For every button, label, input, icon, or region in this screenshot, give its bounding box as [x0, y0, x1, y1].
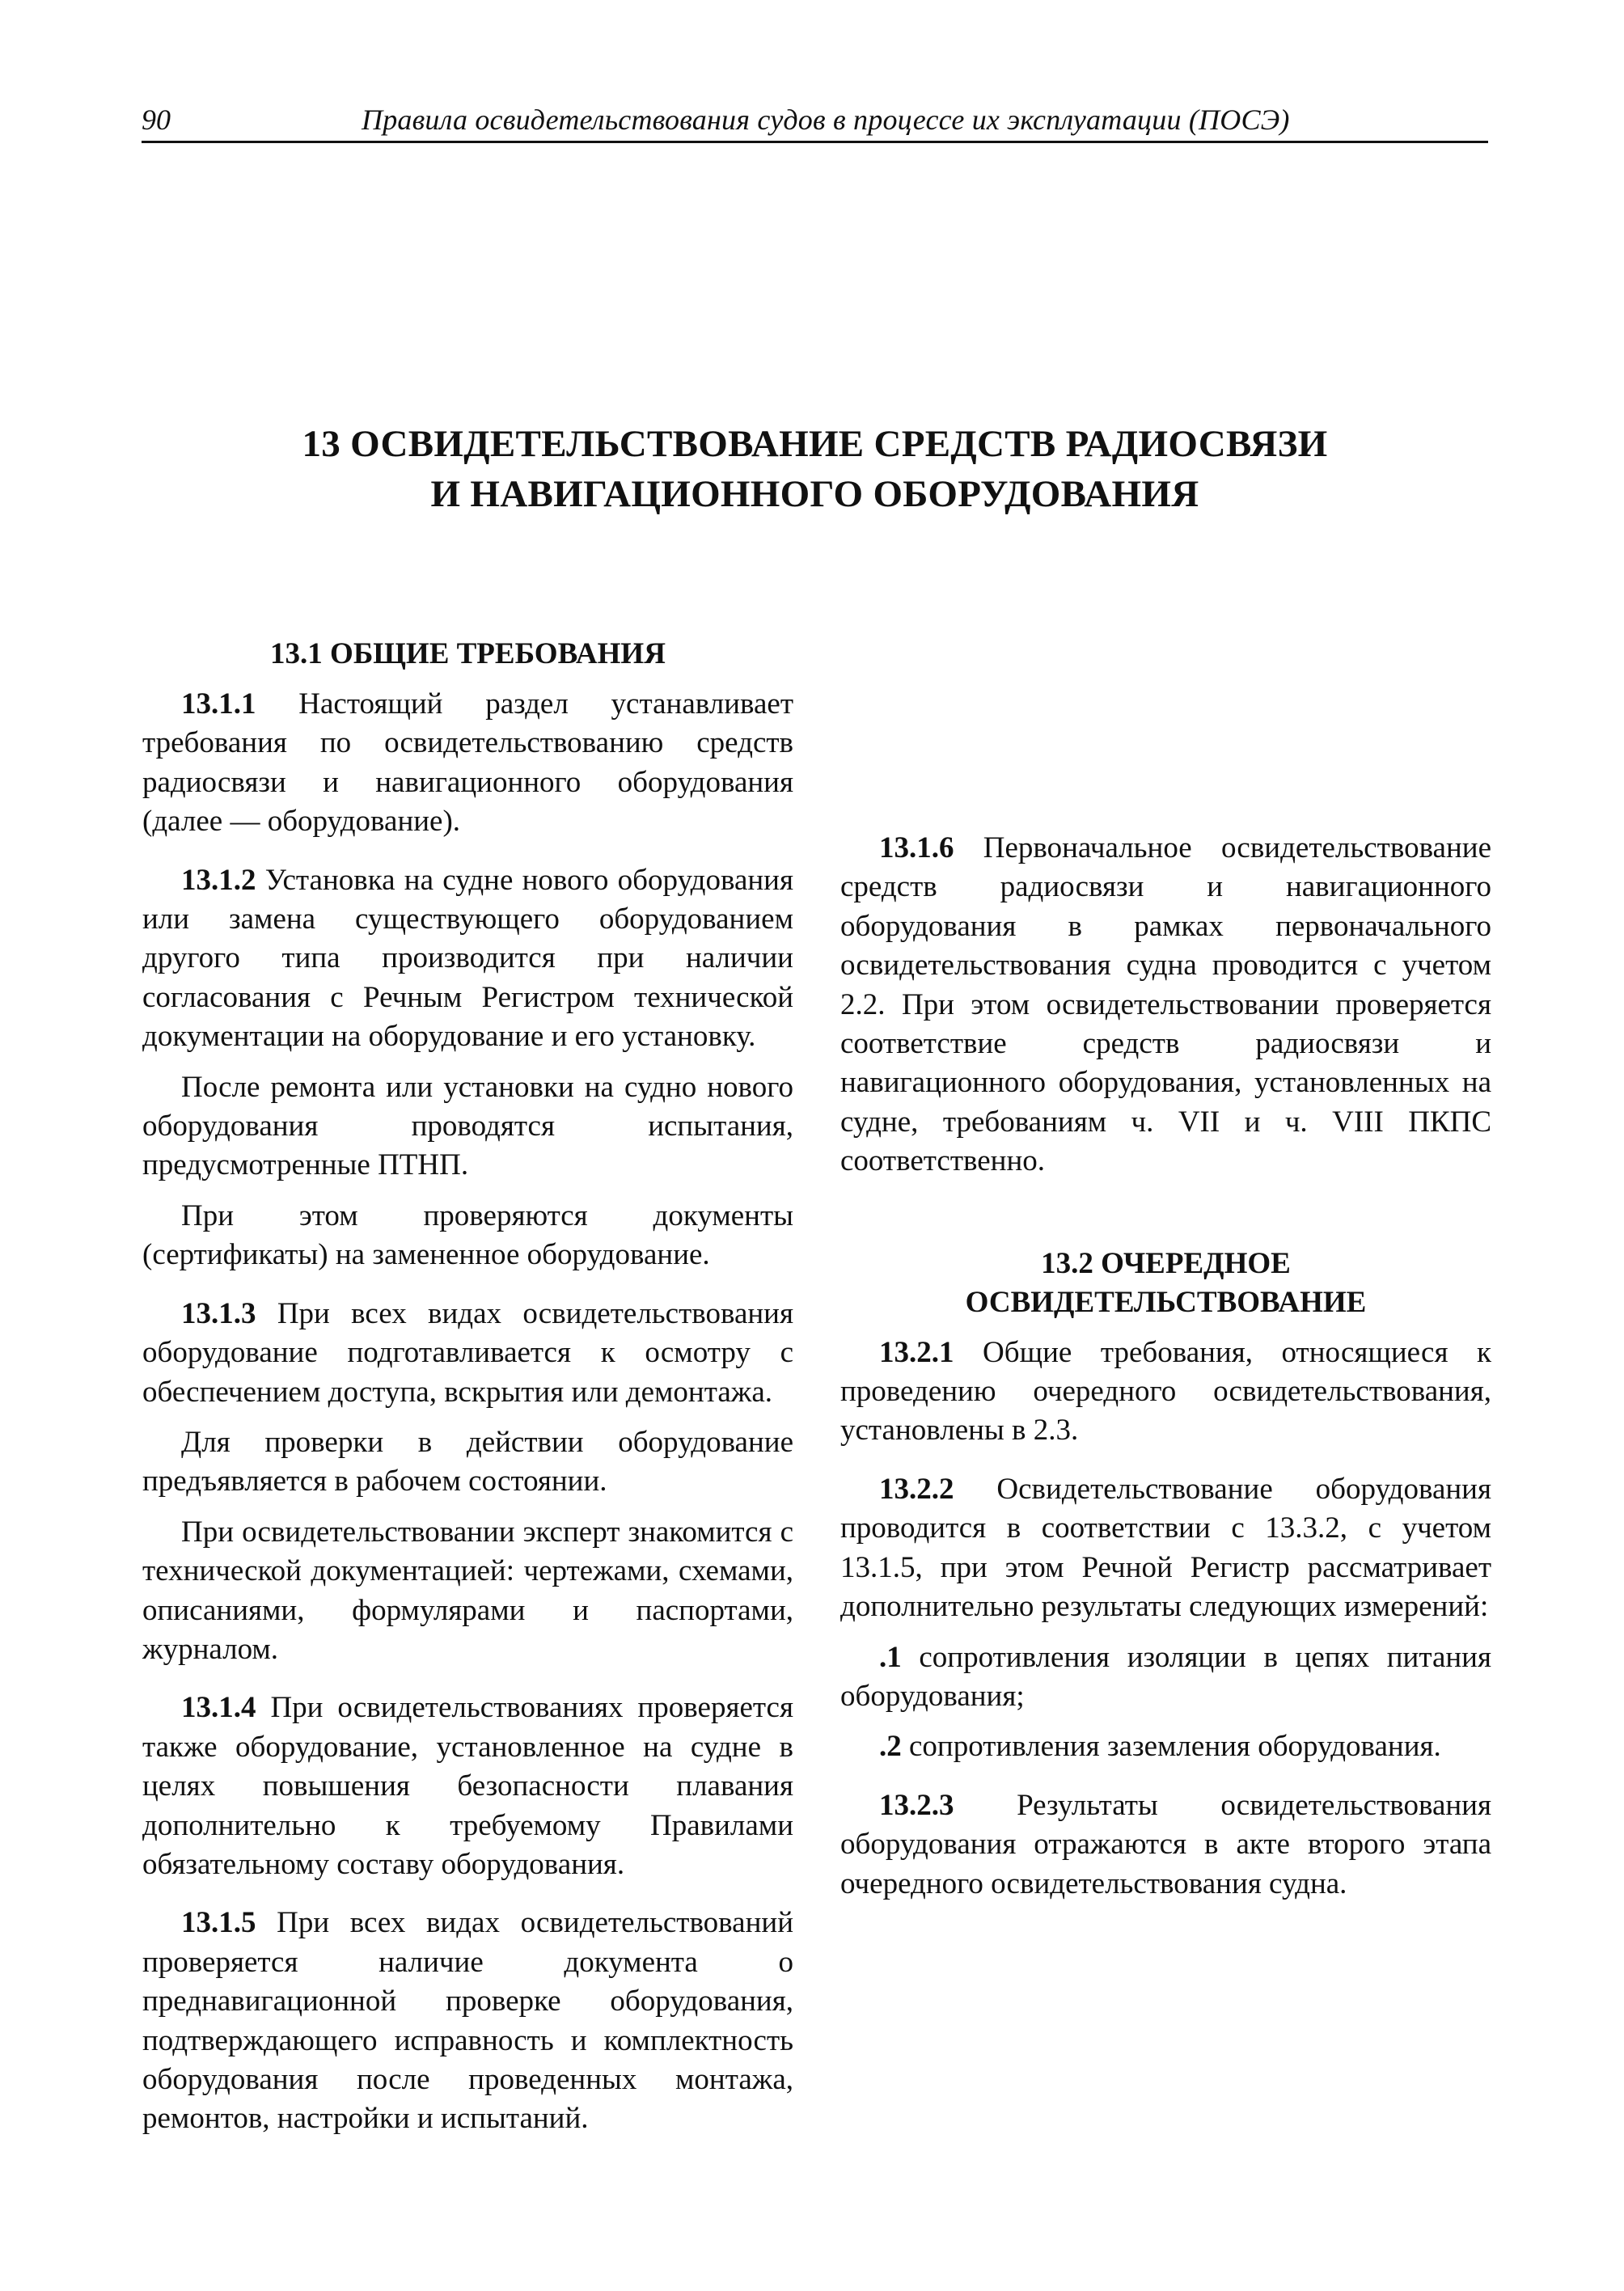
clause-number: 13.2.2 — [879, 1472, 954, 1506]
paragraph-13-2-2 — [840, 1470, 1491, 1627]
list-item-1 — [840, 1638, 1491, 1717]
clause-text: Общие требования, относящиеся к проведению очередного освидетельствования, установлены в 2.3. — [840, 1335, 1491, 1448]
paragraph-13-1-2 — [142, 861, 793, 1057]
chapter-title-line-1: 13 ОСВИДЕТЕЛЬСТВОВАНИЕ СРЕДСТВ РАДИОСВЯЗИ — [302, 423, 1328, 465]
paragraph-13-1-1 — [142, 685, 793, 842]
clause-number: 13.1.3 — [181, 1296, 256, 1330]
list-item-text: сопротивления заземления оборудования. — [901, 1730, 1441, 1764]
right-column — [840, 635, 1491, 1904]
clause-number: 13.1.4 — [181, 1691, 256, 1725]
page-number: 90 — [142, 104, 171, 136]
paragraph-13-1-3-b: Для проверки в действии оборудование предъявляется в рабочем состоянии. — [142, 1425, 793, 1498]
section-heading-13-1: 13.1 ОБЩИЕ ТРЕБОВАНИЯ — [270, 637, 666, 670]
paragraph-13-1-2-c: При этом проверяются документы (сертификаты) на замененное оборудование. — [142, 1198, 793, 1272]
paragraph-13-2-1 — [840, 1334, 1491, 1451]
list-item-number: .2 — [879, 1730, 902, 1764]
clause-text: Настоящий раздел устанавливает требования по освидетельствованию средств радиосвязи и навигационного оборудования (далее — оборудование). — [142, 687, 793, 839]
clause-number: 13.1.5 — [181, 1906, 256, 1940]
paragraph-13-1-5 — [142, 1904, 793, 2138]
paragraph-13-1-2-b: После ремонта или установки на судно нового оборудования проводятся испытания, предусмотренные ПТНП. — [142, 1070, 793, 1182]
clause-text: Освидетельствование оборудования проводится в соответствии с 13.3.2, с учетом 13.1.5, при этом Речной Регистр рассматривает дополнительно результаты следующих измерений: — [840, 1472, 1491, 1624]
clause-number: 13.1.6 — [879, 831, 954, 864]
list-item-number: .1 — [879, 1640, 902, 1674]
running-title: Правила освидетельствования судов в процессе их эксплуатации (ПОСЭ) — [362, 104, 1290, 136]
clause-number: 13.1.1 — [181, 687, 256, 721]
clause-number: 13.2.1 — [879, 1335, 954, 1369]
section-heading-13-2-line-2: ОСВИДЕТЕЛЬСТВОВАНИЕ — [965, 1285, 1367, 1319]
clause-number: 13.2.3 — [879, 1788, 954, 1822]
paragraph-13-1-4 — [142, 1689, 793, 1884]
chapter-title — [142, 419, 1488, 519]
clause-text: При освидетельствованиях проверяется также оборудование, установленное на судне в целях повышения безопасности плавания дополнительно к требуемому Правилами обязательному составу оборудования. — [142, 1691, 793, 1881]
paragraph-13-1-3 — [142, 1295, 793, 1412]
section-heading-13-2-line-1: 13.2 ОЧЕРЕДНОЕ — [1041, 1246, 1291, 1280]
list-item-text: сопротивления изоляции в цепях питания оборудования; — [840, 1640, 1491, 1713]
clause-text: При всех видах освидетельствований проверяется наличие документа о преднавигационной проверке оборудования, подтверждающего исправность и комплектность оборудования после проведенных монтажа, ремонтов, настройки и испытаний. — [142, 1906, 793, 2136]
clause-number: 13.1.2 — [181, 863, 256, 897]
clause-text: Первоначальное освидетельствование средств радиосвязи и навигационного оборудования в рамках первоначального освидетельствования судна проводится с учетом 2.2. При этом освидетельствовании проверяется соответствие средств радиосвязи и навигационного оборудования, установленных на судне, требованиям ч. VII и ч. VIII ПКПС соответственно. — [840, 831, 1491, 1178]
chapter-title-line-2: И НАВИГАЦИОННОГО ОБОРУДОВАНИЯ — [430, 473, 1199, 515]
paragraph-13-1-6 — [840, 829, 1491, 1181]
clause-text: При всех видах освидетельствования оборудование подготавливается к осмотру с обеспечением доступа, вскрытия или демонтажа. — [142, 1296, 793, 1409]
paragraph-13-1-3-c: При освидетельствовании эксперт знакомится с технической документацией: чертежами, схемами, описаниями, формулярами и паспортами, журналом. — [142, 1515, 793, 1666]
paragraph-13-2-3 — [840, 1786, 1491, 1904]
section-heading-13-2 — [840, 1245, 1491, 1322]
list-item-2 — [840, 1727, 1491, 1766]
left-column — [142, 635, 793, 2139]
clause-text: Результаты освидетельствования оборудования отражаются в акте второго этапа очередного освидетельствования судна. — [840, 1788, 1491, 1900]
clause-text: Установка на судне нового оборудования или замена существующего оборудованием другого типа производится при наличии согласования с Речным Регистром технической документации на оборудование и его установку. — [142, 863, 793, 1054]
page-header — [142, 102, 1488, 143]
